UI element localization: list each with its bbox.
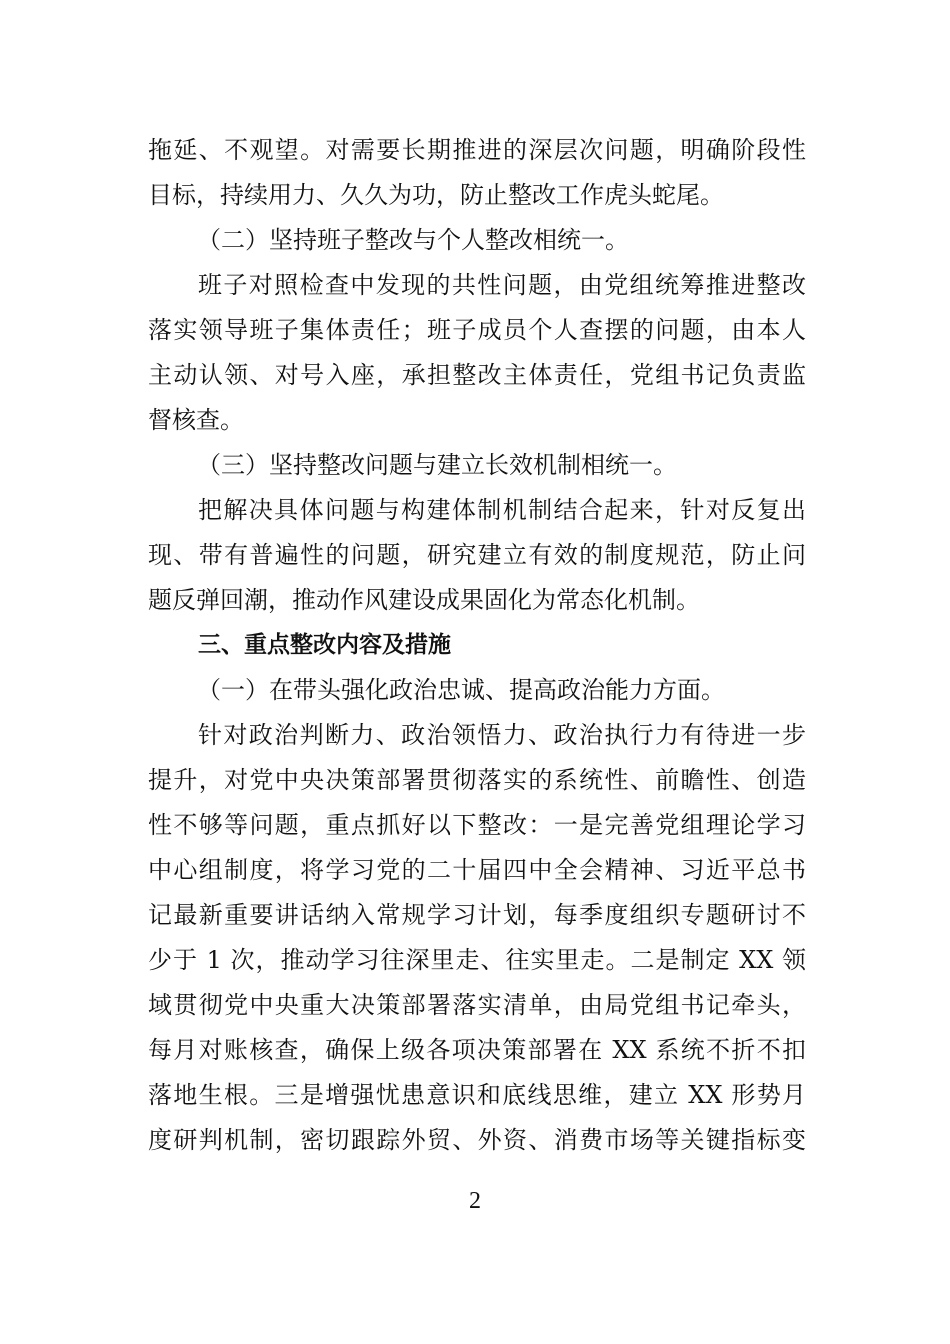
text-line: 针对政治判断力、政治领悟力、政治执行力有待进一步 [198,721,806,749]
subsection-heading: （二）坚持班子整改与个人整改相统一。 [197,226,629,254]
text-line: 度研判机制，密切跟踪外贸、外资、消费市场等关键指标变 [148,1126,806,1154]
text-line: 班子对照检查中发现的共性问题，由党组统筹推进整改 [198,271,806,299]
text-line: 中心组制度，将学习党的二十届四中全会精神、习近平总书 [148,856,806,884]
text-line: 目标，持续用力、久久为功，防止整改工作虎头蛇尾。 [148,181,724,209]
text-line: 督核查。 [148,406,244,434]
text-line: 拖延、不观望。对需要长期推进的深层次问题，明确阶段性 [148,136,806,164]
text-line: 现、带有普遍性的问题，研究建立有效的制度规范，防止问 [148,541,806,569]
text-line: 少于 1 次，推动学习往深里走、往实里走。二是制定 XX 领 [148,946,806,974]
text-line: 每月对账核查，确保上级各项决策部署在 XX 系统不折不扣 [148,1036,806,1064]
subsection-heading: （三）坚持整改问题与建立长效机制相统一。 [197,451,677,479]
text-line: 记最新重要讲话纳入常规学习计划，每季度组织专题研讨不 [148,901,806,929]
subsection-heading: （一）在带头强化政治忠诚、提高政治能力方面。 [197,676,725,704]
page-number: 2 [469,1188,481,1214]
section-heading: 三、重点整改内容及措施 [198,632,451,658]
text-line: 落实领导班子集体责任；班子成员个人查摆的问题，由本人 [148,316,806,344]
text-line: 把解决具体问题与构建体制机制结合起来，针对反复出 [198,496,806,524]
text-line: 提升，对党中央决策部署贯彻落实的系统性、前瞻性、创造 [148,766,806,794]
text-line: 落地生根。三是增强忧患意识和底线思维，建立 XX 形势月 [148,1081,806,1109]
text-line: 主动认领、对号入座，承担整改主体责任，党组书记负责监 [148,361,806,389]
text-line: 题反弹回潮，推动作风建设成果固化为常态化机制。 [148,586,700,614]
text-line: 域贯彻党中央重大决策部署落实清单，由局党组书记牵头， [148,991,806,1019]
text-line: 性不够等问题，重点抓好以下整改：一是完善党组理论学习 [148,811,806,839]
